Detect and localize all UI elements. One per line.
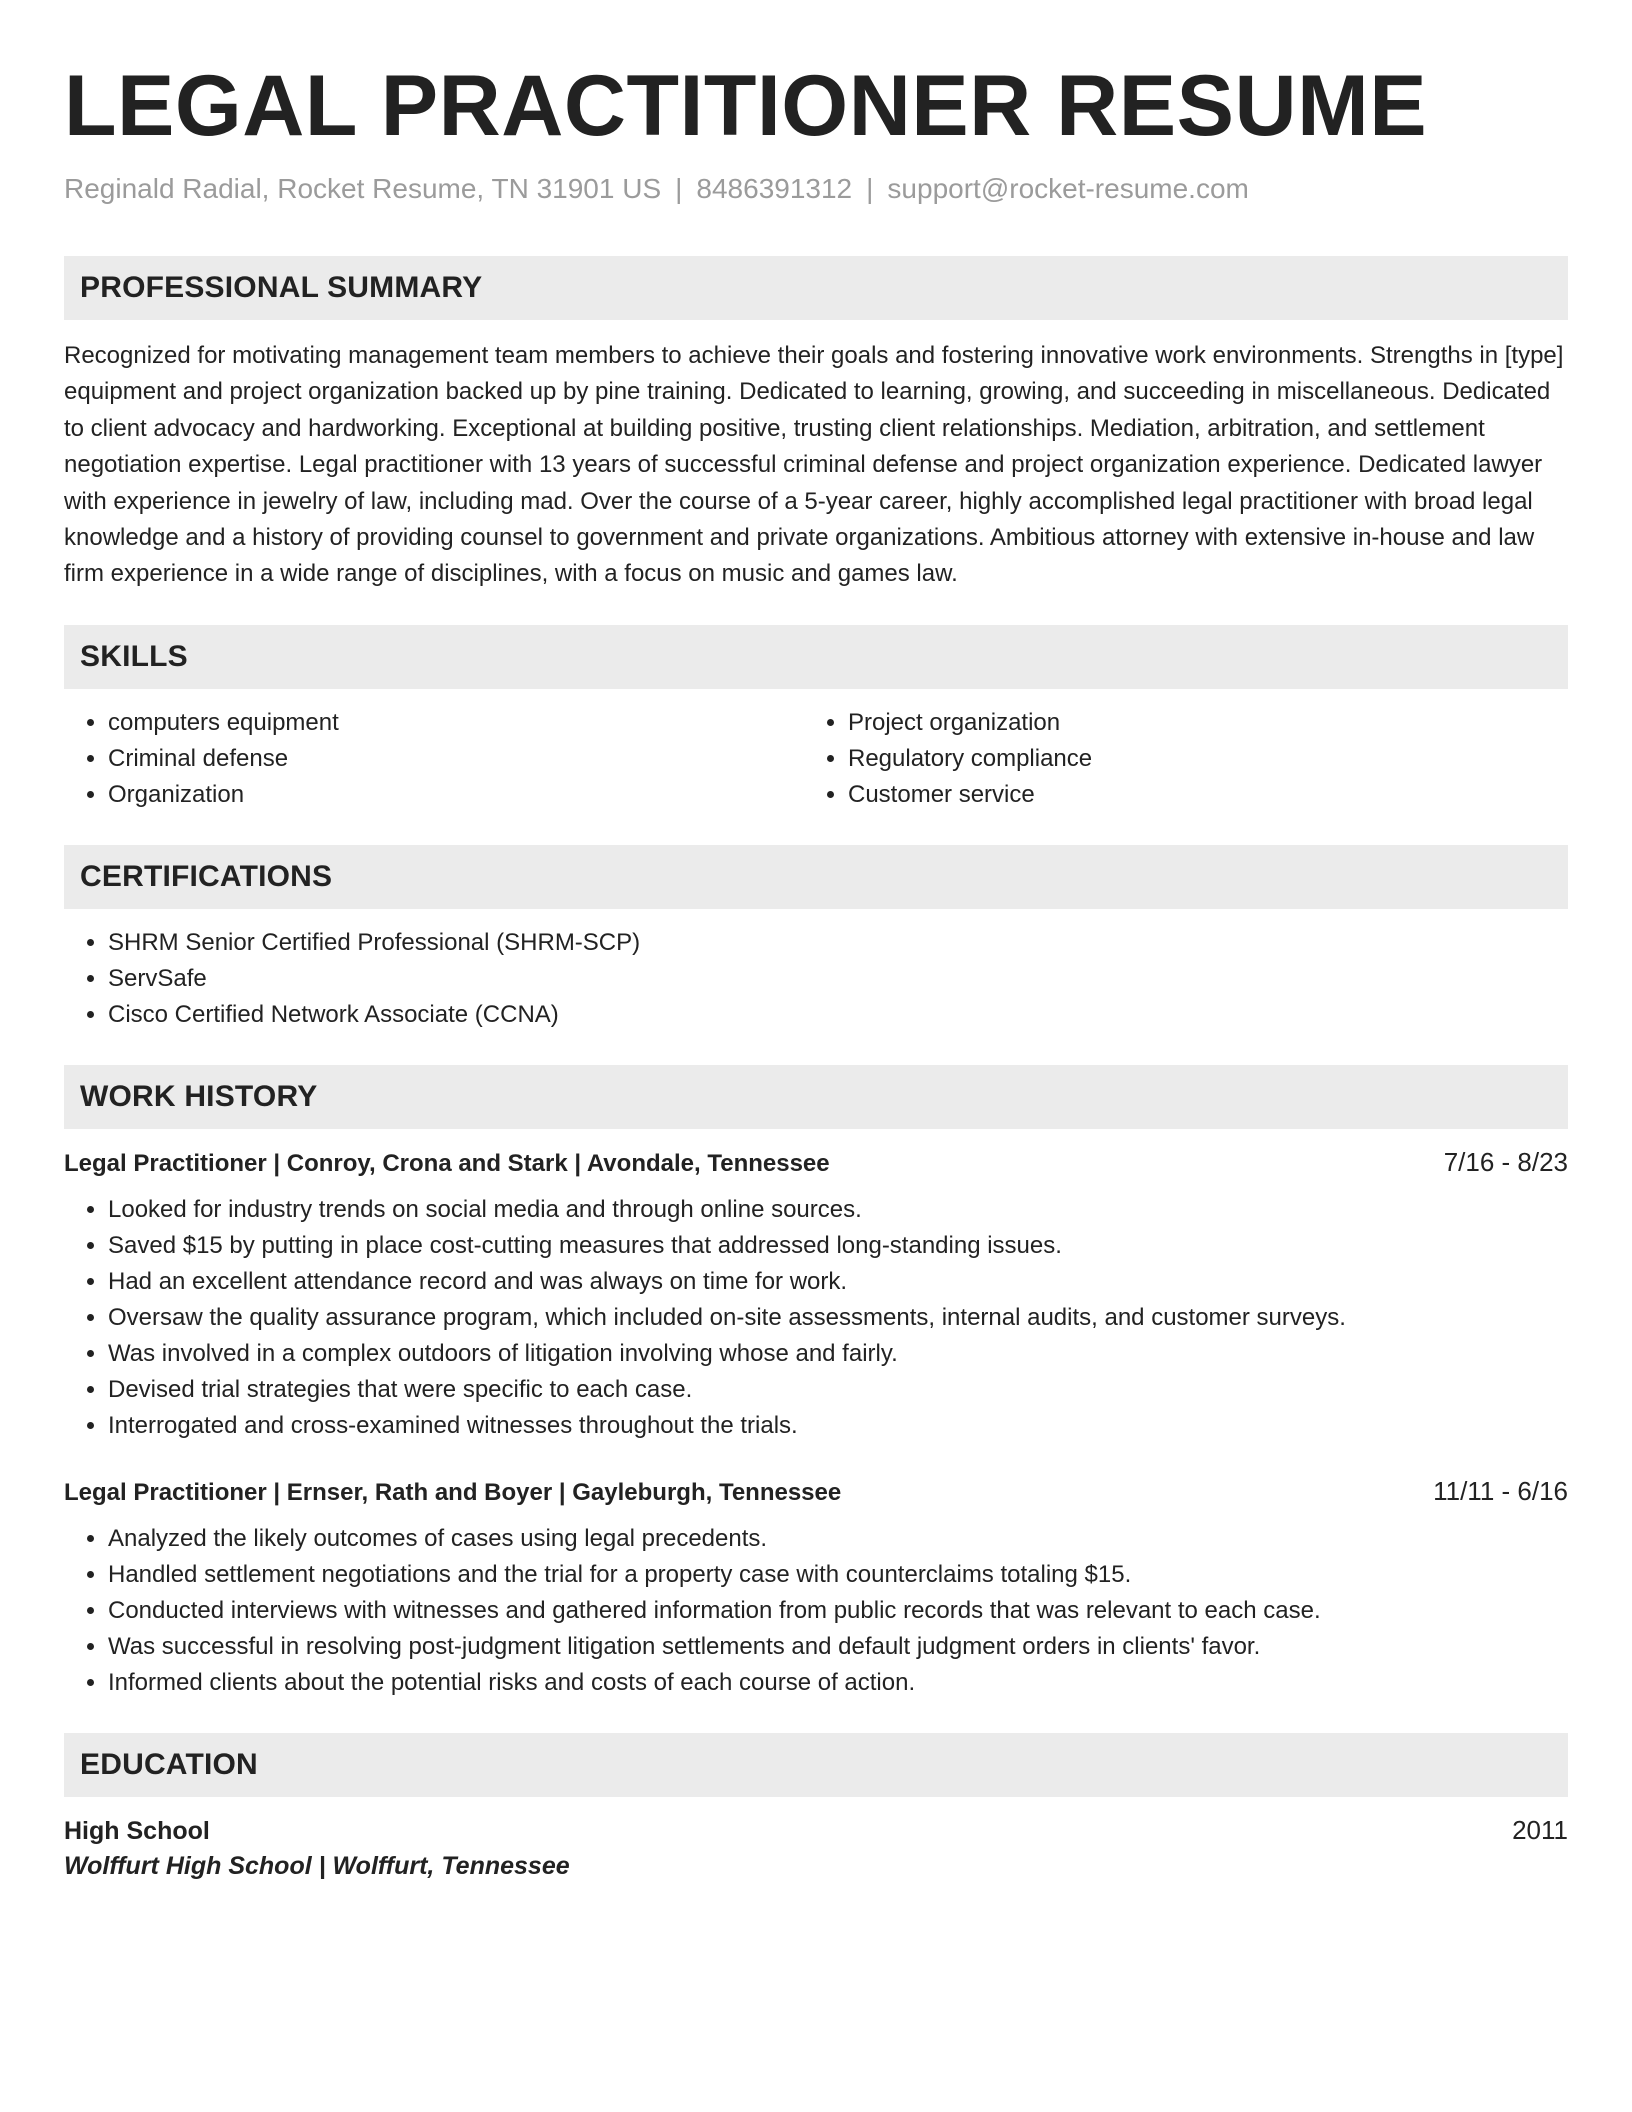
work-history-heading: WORK HISTORY [80,1079,318,1113]
education-heading: EDUCATION [80,1747,258,1781]
skill-item: • Regulatory compliance [848,741,1544,777]
skills-heading: SKILLS [80,639,188,673]
job-bullet: • Devised trial strategies that were specific to each case. [108,1372,1568,1408]
education-school: Wolffurt High School | Wolffurt, Tennessee [64,1851,570,1880]
skills-right-column [804,705,1544,813]
job-bullet: • Oversaw the quality assurance program, which included on-site assessments, internal audits, and customer surveys. [108,1300,1568,1336]
work-history-section-header [64,1065,1568,1129]
summary-text: Recognized for motivating management team members to achieve their goals and fostering innovative work environments. Strengths in [type] equipment and project organization backed up by pine training. Dedicated to learning, growing, and succeeding in miscellaneous. Dedicated to client advocacy and hardworking. Exceptional at building positive, trusting client relationships. Mediation, arbitration, and settlement negotiation expertise. Legal practitioner with 13 years of successful criminal defense and project organization experience. Dedicated lawyer with experience in jewelry of law, including mad. Over the course of a 5-year career, highly accomplished legal practitioner with broad legal knowledge and a history of providing counsel to government and private organizations. Ambitious attorney with extensive in-house and law firm experience in a wide range of disciplines, with a focus on music and games law. [64,342,1564,588]
job-bullet: • Handled settlement negotiations and the trial for a property case with counterclaims totaling $15. [108,1557,1568,1593]
job-bullets [64,1521,1568,1701]
summary-heading: PROFESSIONAL SUMMARY [80,271,483,304]
job-title: Legal Practitioner | Ernser, Rath and Boyer | Gayleburgh, Tennessee [64,1478,842,1506]
contact-address: Reginald Radial, Rocket Resume, TN 31901 US [64,173,662,204]
job-bullet: • Was involved in a complex outdoors of litigation involving whose and fairly. [108,1336,1568,1372]
job-bullet: • Was successful in resolving post-judgment litigation settlements and default judgment orders in clients' favor. [108,1629,1568,1665]
skill-item: • Organization [108,777,804,813]
job-bullet: • Informed clients about the potential risks and costs of each course of action. [108,1665,1568,1701]
job-dates: 7/16 - 8/23 [1443,1146,1568,1177]
job-dates: 11/11 - 6/16 [1433,1475,1568,1506]
summary-section-header [64,256,1568,320]
skill-item: • Project organization [848,705,1544,741]
skills-columns [64,705,1568,813]
job-bullet: • Had an excellent attendance record and was always on time for work. [108,1264,1568,1300]
job-header [64,1147,1568,1178]
job-bullet: • Analyzed the likely outcomes of cases using legal precedents. [108,1521,1568,1557]
contact-separator: | [866,173,874,204]
job-bullet: • Interrogated and cross-examined witnesses throughout the trials. [108,1408,1568,1444]
job-header [64,1476,1568,1507]
job-bullet: • Saved $15 by putting in place cost-cutting measures that addressed long-standing issues. [108,1228,1568,1264]
education-degree: High School [64,1816,210,1845]
education-year: 2011 [1512,1814,1568,1845]
skills-left-column [64,705,804,813]
certifications-section-header [64,845,1568,909]
education-section-header [64,1733,1568,1797]
skills-section-header [64,625,1568,689]
certifications-heading: CERTIFICATIONS [80,859,333,893]
resume-title: LEGAL PRACTITIONER RESUME [64,58,1428,154]
skill-item: • computers equipment [108,705,804,741]
education-header [64,1815,1568,1846]
certification-item: • SHRM Senior Certified Professional (SHRM-SCP) [108,925,1568,961]
contact-line [64,172,1568,206]
skill-item: • Customer service [848,777,1544,813]
job-bullet: • Looked for industry trends on social media and through online sources. [108,1192,1568,1228]
certification-item: • Cisco Certified Network Associate (CCNA) [108,997,1568,1033]
contact-email: support@rocket-resume.com [887,173,1249,204]
skill-item: • Criminal defense [108,741,804,777]
contact-separator: | [675,173,683,204]
contact-phone: 8486391312 [696,173,853,204]
job-title: Legal Practitioner | Conroy, Crona and Stark | Avondale, Tennessee [64,1149,830,1177]
certification-item: • ServSafe [108,961,1568,997]
certifications-list [64,925,1568,1033]
job-bullets [64,1192,1568,1444]
job-bullet: • Conducted interviews with witnesses and gathered information from public records that was relevant to each case. [108,1593,1568,1629]
